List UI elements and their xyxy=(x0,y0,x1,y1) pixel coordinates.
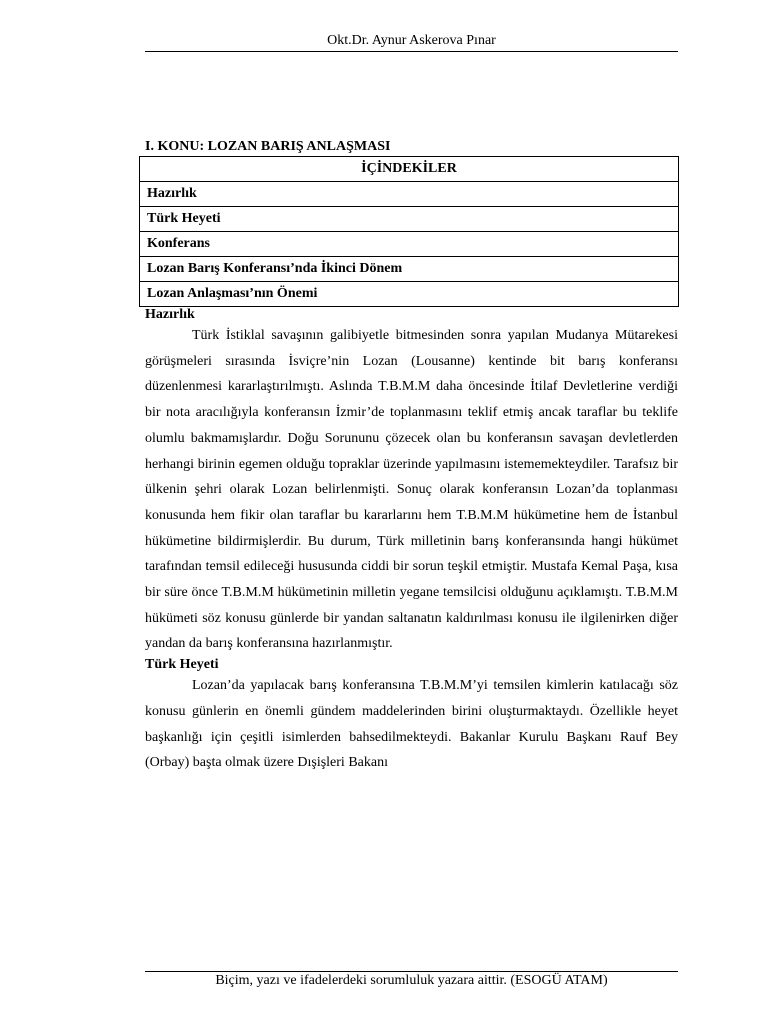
page-footer-note: Biçim, yazı ve ifadelerdeki sorumluluk yazara aittir. (ESOGÜ ATAM) xyxy=(215,973,608,988)
section-paragraph-turk-heyeti: Lozan’da yapılacak barış konferansına T.B.M.M’yi temsilen kimlerin katılacağı söz konusu günlerin en önemli gündem maddelerinden birini oluşturmaktaydı. Özellikle heyet başkanlığı için çeşitli isimlerden bahsedilmekteydi. Bakanlar Kurulu Başkanı Rauf Bey (Orbay) başta olmak üzere Dışişleri Bakanı xyxy=(145,678,678,771)
header-divider xyxy=(145,51,678,52)
toc-row xyxy=(140,232,679,257)
toc-item-ikinci-donem: Lozan Barış Konferansı’nda İkinci Dönem xyxy=(140,257,679,282)
section-heading-turk-heyeti: Türk Heyeti xyxy=(145,657,219,673)
document-body xyxy=(145,138,678,776)
section-paragraph-hazirlik: Türk İstiklal savaşının galibiyetle bitmesinden sonra yapılan Mudanya Mütarekesi görüşmeleri sırasında İsviçre’nin Lozan (Lousanne) kentinde bit barış konferansı düzenlenmesi kararlaştırılmıştı. Aslında T.B.M.M daha öncesinde İtilaf Devletlerine verdiği bir nota aracılığıyla konferansın İzmir’de toplanmasını teklif etmiş ancak taraflar bu teklife olumlu bakmamışlardır. Doğu Sorununu çözecek olan bu konferansın savaşan devletlerden herhangi birinin egemen olduğu topraklar üzerinde yapılmasını istememekteydiler. Tarafsız bir ülkenin şehri olarak Lozan belirlenmişti. Sonuç olarak konferansın Lozan’da toplanması konusunda hem fikir olan taraflar bu kararlarını hem T.B.M.M hükümetine hem de İstanbul hükümetine bildirmişlerdir. Bu durum, Türk milletinin barış konferansında hangi hükümet tarafından temsil edileceği hususunda ciddi bir sorun teşkil etmiştir. Mustafa Kemal Paşa, kısa bir süre önce T.B.M.M hükümetinin milletin yegane temsilcisi olduğunu açıklamıştı. T.B.M.M hükümeti söz konusu günlerde bir yandan saltanatın kaldırılması konusu ile ilgilenirken diğer yandan da barış konferansına hazırlanmıştır. xyxy=(145,328,678,652)
page-header-author: Okt.Dr. Aynur Askerova Pınar xyxy=(327,33,496,48)
toc-item-hazirlik: Hazırlık xyxy=(140,182,679,207)
toc-row xyxy=(140,257,679,282)
toc-row xyxy=(140,282,679,307)
toc-item-onemi: Lozan Anlaşması’nın Önemi xyxy=(140,282,679,307)
toc-title: İÇİNDEKİLER xyxy=(140,157,679,182)
toc-row xyxy=(140,182,679,207)
toc-item-turk-heyeti: Türk Heyeti xyxy=(140,207,679,232)
section-heading-hazirlik: Hazırlık xyxy=(145,307,195,322)
toc-header-row xyxy=(140,157,679,182)
toc-row xyxy=(140,207,679,232)
footer-divider xyxy=(145,971,678,972)
topic-title: I. KONU: LOZAN BARIŞ ANLAŞMASI xyxy=(145,139,391,154)
table-of-contents xyxy=(139,156,679,307)
toc-item-konferans: Konferans xyxy=(140,232,679,257)
